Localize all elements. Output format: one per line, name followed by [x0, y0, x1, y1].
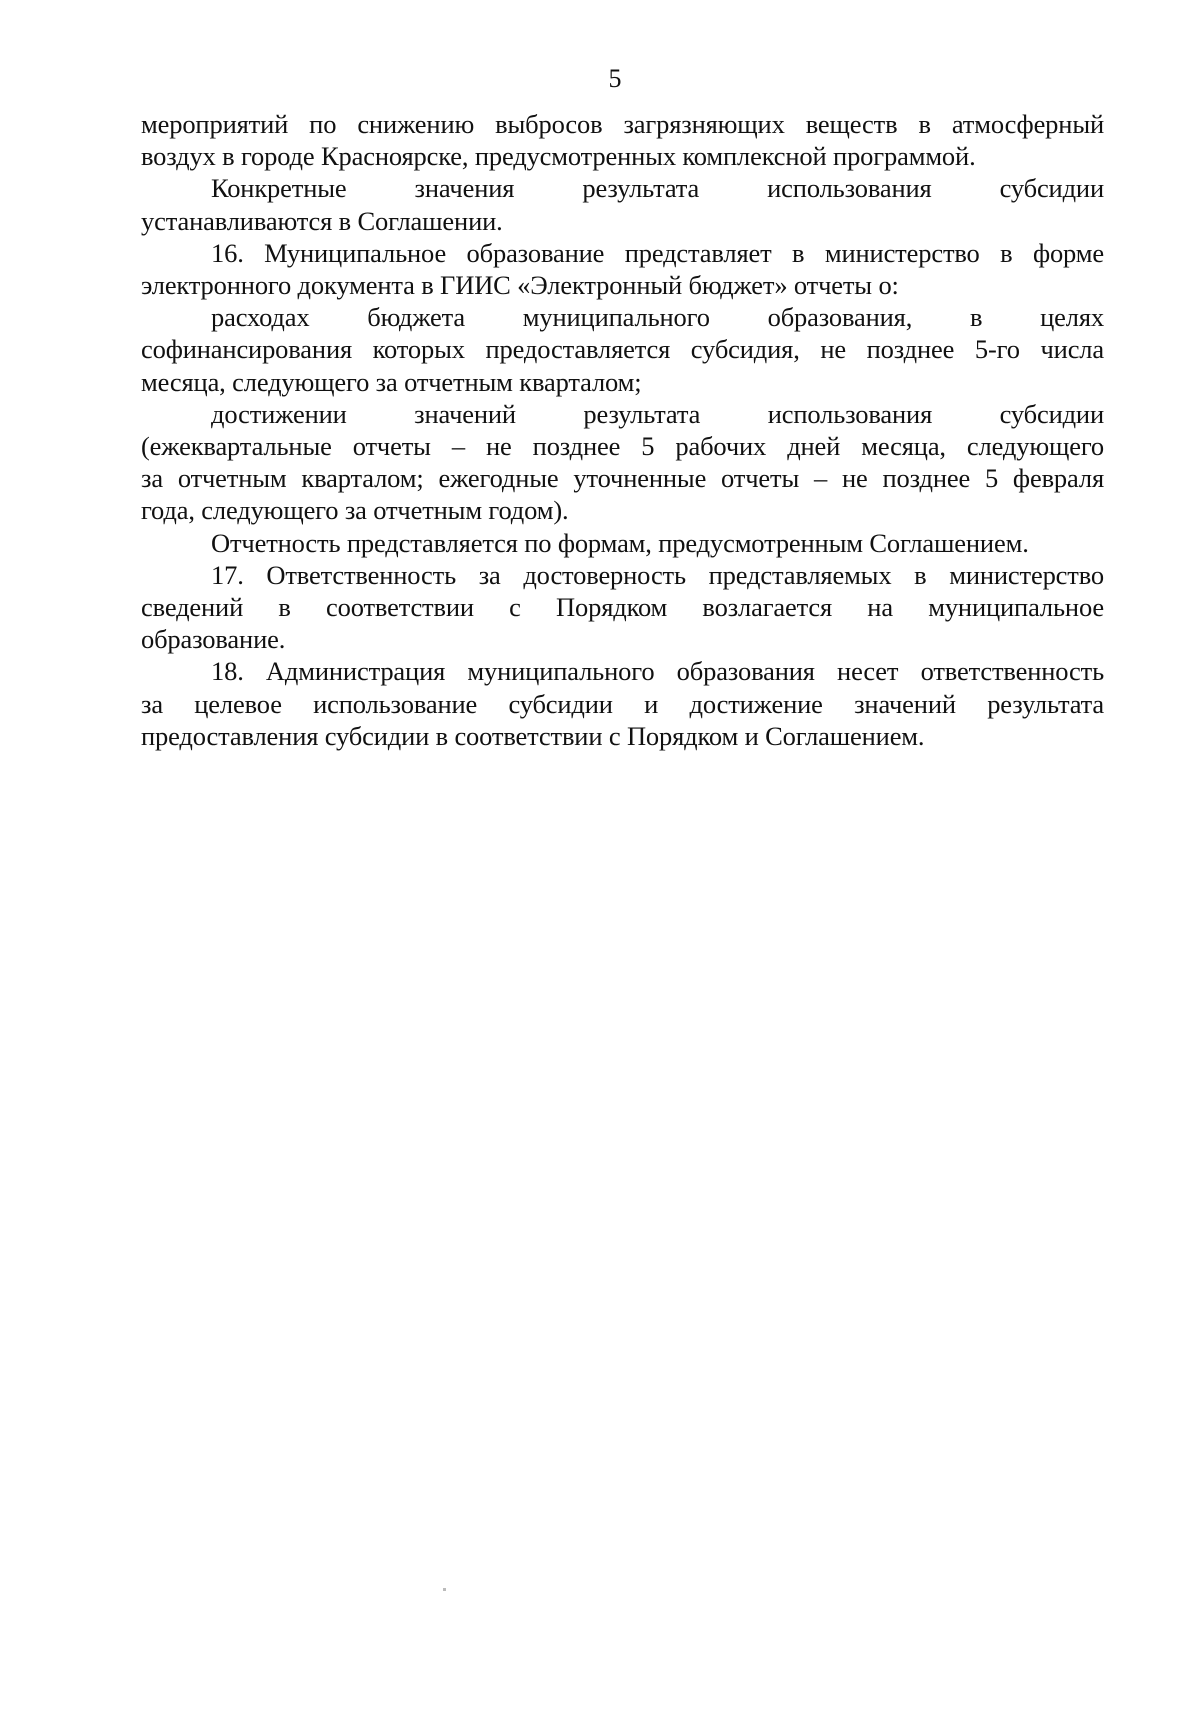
- text-line: достижении значений результата использования субсидии: [211, 398, 1104, 429]
- text-line: (ежеквартальные отчеты – не позднее 5 рабочих дней месяца, следующего: [141, 431, 1104, 462]
- scan-artifact: [443, 1588, 446, 1591]
- text-line: воздух в городе Красноярске, предусмотренных комплексной программой.: [141, 141, 976, 172]
- paragraph-clause-17: [141, 559, 1104, 656]
- text-line: за целевое использование субсидии и достижение значений результата: [141, 688, 1104, 719]
- text-line: софинансирования которых предоставляется субсидия, не позднее 5-го числа: [141, 334, 1104, 365]
- document-body: [141, 108, 1104, 752]
- paragraph-clause-16-results: [141, 398, 1104, 527]
- text-line: Конкретные значения результата использования субсидии: [211, 173, 1104, 204]
- paragraph-result-values: [141, 172, 1104, 236]
- page-number: 5: [608, 64, 622, 93]
- paragraph-reporting-forms: [141, 527, 1104, 559]
- text-line: года, следующего за отчетным годом).: [141, 495, 569, 526]
- paragraph-clause-16-expenses: [141, 301, 1104, 398]
- text-line: Отчетность представляется по формам, предусмотренным Соглашением.: [211, 527, 1029, 558]
- text-line: 18. Администрация муниципального образования несет ответственность: [211, 656, 1104, 687]
- text-line: за отчетным кварталом; ежегодные уточненные отчеты – не позднее 5 февраля: [141, 463, 1104, 494]
- text-line: 17. Ответственность за достоверность представляемых в министерство: [211, 559, 1104, 590]
- text-line: предоставления субсидии в соответствии с Порядком и Соглашением.: [141, 720, 925, 751]
- text-line: электронного документа в ГИИС «Электронный бюджет» отчеты о:: [141, 270, 899, 301]
- text-line: месяца, следующего за отчетным кварталом;: [141, 366, 642, 397]
- text-line: мероприятий по снижению выбросов загрязняющих веществ в атмосферный: [141, 109, 1104, 139]
- paragraph-clause-16: [141, 237, 1104, 301]
- text-line: сведений в соответствии с Порядком возлагается на муниципальное: [141, 592, 1104, 623]
- text-line: расходах бюджета муниципального образования, в целях: [211, 302, 1104, 333]
- text-line: 16. Муниципальное образование представляет в министерство в форме: [211, 237, 1104, 268]
- paragraph-clause-18: [141, 655, 1104, 752]
- paragraph-continuation: [141, 108, 1104, 172]
- text-line: образование.: [141, 624, 286, 655]
- text-line: устанавливаются в Соглашении.: [141, 205, 503, 236]
